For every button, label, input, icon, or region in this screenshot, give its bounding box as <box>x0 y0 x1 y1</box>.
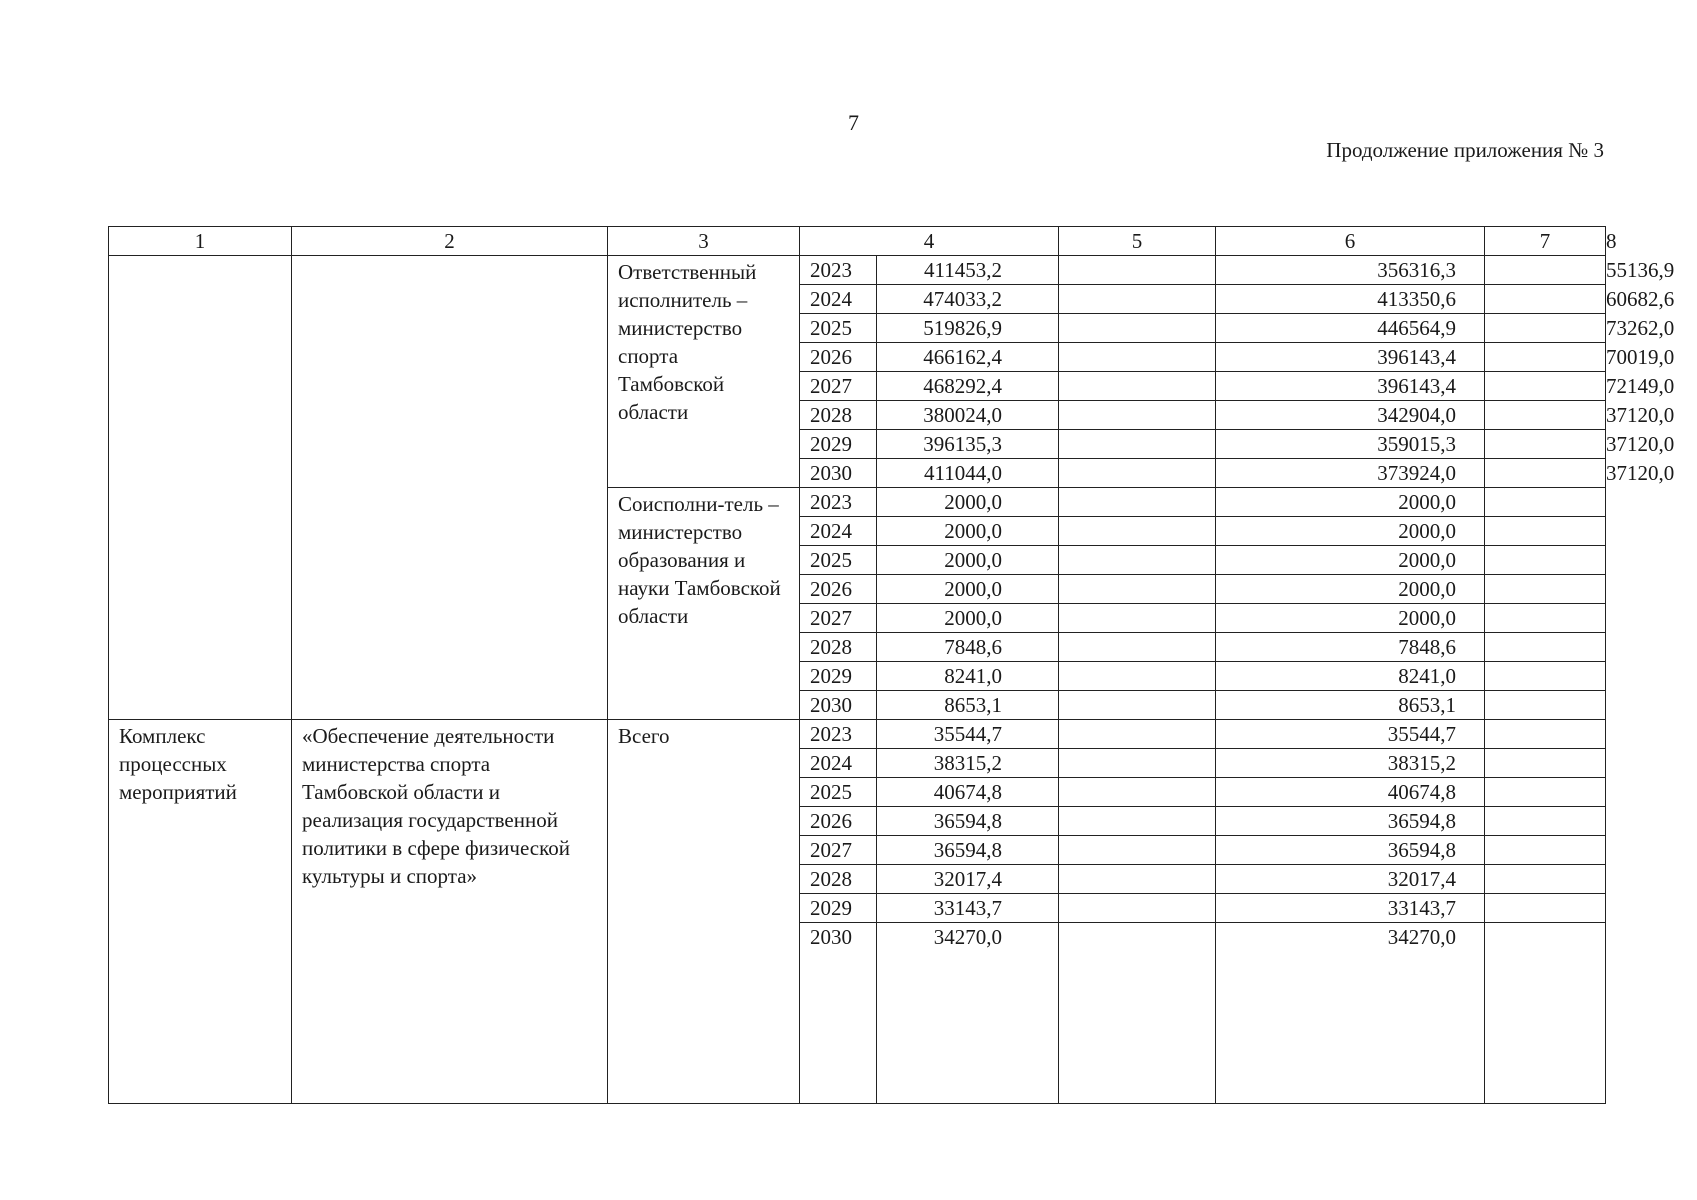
executor-cell: Всего <box>608 720 800 1104</box>
total-amount-cell: 8241,0 <box>877 662 1059 691</box>
year-cell: 2027 <box>800 372 877 401</box>
column-7-cell <box>1485 807 1606 836</box>
column-7-cell <box>1485 865 1606 894</box>
row-name-cell: «Обеспечение деятельности министерства спорта Тамбовской области и реализация государственной политики в сфере физической культуры и спорта» <box>292 720 608 1104</box>
total-amount-cell: 466162,4 <box>877 343 1059 372</box>
column-7-cell <box>1485 401 1606 430</box>
column-header: 1 <box>109 227 292 256</box>
row-type-cell: Комплекс процессных мероприятий <box>109 720 292 1104</box>
year-cell: 2029 <box>800 662 877 691</box>
column-7-cell <box>1485 691 1606 720</box>
column-7-cell <box>1485 546 1606 575</box>
column-7-cell <box>1485 459 1606 488</box>
column-header: 5 <box>1059 227 1216 256</box>
executor-cell: Ответственный исполнитель – министерство спорта Тамбовской области <box>608 256 800 488</box>
total-amount-cell: 2000,0 <box>877 546 1059 575</box>
column-7-cell <box>1485 256 1606 285</box>
year-cell: 2025 <box>800 314 877 343</box>
table-row: 2030 411044,0 373924,0 37120,0 <box>109 459 1606 488</box>
column-5-cell <box>1059 343 1216 372</box>
total-amount-cell: 2000,0 <box>877 604 1059 633</box>
column-7-cell <box>1485 575 1606 604</box>
column-7-cell <box>1485 430 1606 459</box>
column-6-cell: 413350,6 <box>1216 285 1485 314</box>
total-amount-cell: 2000,0 <box>877 575 1059 604</box>
year-cell: 2027 <box>800 604 877 633</box>
total-amount-cell: 32017,4 <box>877 865 1059 894</box>
column-6-cell: 396143,4 <box>1216 343 1485 372</box>
column-7-cell <box>1485 372 1606 401</box>
year-cell: 2030 <box>800 923 877 1104</box>
column-5-cell <box>1059 546 1216 575</box>
column-5-cell <box>1059 488 1216 517</box>
year-cell: 2030 <box>800 459 877 488</box>
year-cell: 2028 <box>800 401 877 430</box>
total-amount-cell: 474033,2 <box>877 285 1059 314</box>
column-7-cell <box>1485 662 1606 691</box>
column-5-cell <box>1059 401 1216 430</box>
appendix-continuation-note: Продолжение приложения № 3 <box>1326 138 1604 162</box>
year-cell: 2029 <box>800 894 877 923</box>
year-cell: 2026 <box>800 575 877 604</box>
column-7-cell <box>1485 749 1606 778</box>
column-7-cell <box>1485 314 1606 343</box>
column-7-cell <box>1485 343 1606 372</box>
column-6-cell: 8653,1 <box>1216 691 1485 720</box>
column-6-cell: 356316,3 <box>1216 256 1485 285</box>
total-amount-cell: 2000,0 <box>877 488 1059 517</box>
column-header: 2 <box>292 227 608 256</box>
column-5-cell <box>1059 778 1216 807</box>
column-header: 7 <box>1485 227 1606 256</box>
column-6-cell: 2000,0 <box>1216 517 1485 546</box>
page-number: 7 <box>848 110 859 135</box>
column-7-cell <box>1485 720 1606 749</box>
column-6-cell: 396143,4 <box>1216 372 1485 401</box>
column-5-cell <box>1059 662 1216 691</box>
column-header: 3 <box>608 227 800 256</box>
table-row: 2029 396135,3 359015,3 37120,0 <box>109 430 1606 459</box>
total-amount-cell: 468292,4 <box>877 372 1059 401</box>
year-cell: 2023 <box>800 720 877 749</box>
column-5-cell <box>1059 633 1216 662</box>
table-row <box>109 720 1606 749</box>
total-amount-cell: 411453,2 <box>877 256 1059 285</box>
column-6-cell: 8241,0 <box>1216 662 1485 691</box>
column-7-cell <box>1485 633 1606 662</box>
column-5-cell <box>1059 691 1216 720</box>
column-6-cell: 373924,0 <box>1216 459 1485 488</box>
column-6-cell: 32017,4 <box>1216 865 1485 894</box>
year-cell: 2026 <box>800 343 877 372</box>
column-7-cell <box>1485 836 1606 865</box>
column-6-cell: 446564,9 <box>1216 314 1485 343</box>
year-cell: 2025 <box>800 778 877 807</box>
column-5-cell <box>1059 285 1216 314</box>
table-row: Ответственный исполнитель – министерство спорта Тамбовской области 2023 411453,2 356316,3 55136,9 <box>109 256 1606 285</box>
column-6-cell: 33143,7 <box>1216 894 1485 923</box>
column-6-cell: 2000,0 <box>1216 488 1485 517</box>
column-6-cell: 35544,7 <box>1216 720 1485 749</box>
column-5-cell <box>1059 604 1216 633</box>
total-amount-cell: 380024,0 <box>877 401 1059 430</box>
column-7-cell <box>1485 488 1606 517</box>
table-row: 2024 474033,2 413350,6 60682,6 <box>109 285 1606 314</box>
column-5-cell <box>1059 807 1216 836</box>
column-6-cell: 2000,0 <box>1216 575 1485 604</box>
column-5-cell <box>1059 430 1216 459</box>
year-cell: 2025 <box>800 546 877 575</box>
column-6-cell: 2000,0 <box>1216 546 1485 575</box>
year-cell: 2024 <box>800 517 877 546</box>
column-6-cell: 36594,8 <box>1216 836 1485 865</box>
total-amount-cell: 36594,8 <box>877 807 1059 836</box>
table-row: 2026 466162,4 396143,4 70019,0 <box>109 343 1606 372</box>
total-amount-cell: 36594,8 <box>877 836 1059 865</box>
column-5-cell <box>1059 575 1216 604</box>
column-6-cell: 342904,0 <box>1216 401 1485 430</box>
column-6-cell: 36594,8 <box>1216 807 1485 836</box>
total-amount-cell: 8653,1 <box>877 691 1059 720</box>
budget-table <box>108 226 1675 1104</box>
column-6-cell: 7848,6 <box>1216 633 1485 662</box>
column-6-cell: 34270,0 <box>1216 923 1485 1104</box>
year-cell: 2024 <box>800 285 877 314</box>
column-5-cell <box>1059 894 1216 923</box>
column-7-cell <box>1485 894 1606 923</box>
column-5-cell <box>1059 720 1216 749</box>
column-7-cell <box>1485 923 1606 1104</box>
row-type-cell <box>109 256 292 720</box>
column-7-cell <box>1485 778 1606 807</box>
column-6-cell: 359015,3 <box>1216 430 1485 459</box>
column-6-cell: 40674,8 <box>1216 778 1485 807</box>
column-5-cell <box>1059 372 1216 401</box>
year-cell: 2024 <box>800 749 877 778</box>
executor-cell: Соисполни-тель – министерство образования и науки Тамбовской области <box>608 488 800 720</box>
year-cell: 2023 <box>800 256 877 285</box>
total-amount-cell: 2000,0 <box>877 517 1059 546</box>
column-number-header-row: 1 2 3 4 5 6 7 8 <box>109 227 1606 256</box>
column-5-cell <box>1059 256 1216 285</box>
table-row: 2028 380024,0 342904,0 37120,0 <box>109 401 1606 430</box>
column-5-cell <box>1059 749 1216 778</box>
row-name-cell <box>292 256 608 720</box>
total-amount-cell: 35544,7 <box>877 720 1059 749</box>
table-row: 2025 519826,9 446564,9 73262,0 <box>109 314 1606 343</box>
column-5-cell <box>1059 459 1216 488</box>
year-cell: 2028 <box>800 865 877 894</box>
column-7-cell <box>1485 604 1606 633</box>
column-6-cell: 2000,0 <box>1216 604 1485 633</box>
column-5-cell <box>1059 923 1216 1104</box>
column-5-cell <box>1059 314 1216 343</box>
total-amount-cell: 40674,8 <box>877 778 1059 807</box>
table-row: 2027 468292,4 396143,4 72149,0 <box>109 372 1606 401</box>
total-amount-cell: 396135,3 <box>877 430 1059 459</box>
total-amount-cell: 519826,9 <box>877 314 1059 343</box>
total-amount-cell: 7848,6 <box>877 633 1059 662</box>
column-6-cell: 38315,2 <box>1216 749 1485 778</box>
column-5-cell <box>1059 517 1216 546</box>
year-cell: 2023 <box>800 488 877 517</box>
year-cell: 2030 <box>800 691 877 720</box>
total-amount-cell: 34270,0 <box>877 923 1059 1104</box>
column-7-cell <box>1485 517 1606 546</box>
column-5-cell <box>1059 836 1216 865</box>
total-amount-cell: 33143,7 <box>877 894 1059 923</box>
column-header: 6 <box>1216 227 1485 256</box>
year-cell: 2027 <box>800 836 877 865</box>
year-cell: 2026 <box>800 807 877 836</box>
total-amount-cell: 411044,0 <box>877 459 1059 488</box>
year-cell: 2028 <box>800 633 877 662</box>
year-cell: 2029 <box>800 430 877 459</box>
column-5-cell <box>1059 865 1216 894</box>
column-header: 4 <box>800 227 1059 256</box>
column-7-cell <box>1485 285 1606 314</box>
total-amount-cell: 38315,2 <box>877 749 1059 778</box>
